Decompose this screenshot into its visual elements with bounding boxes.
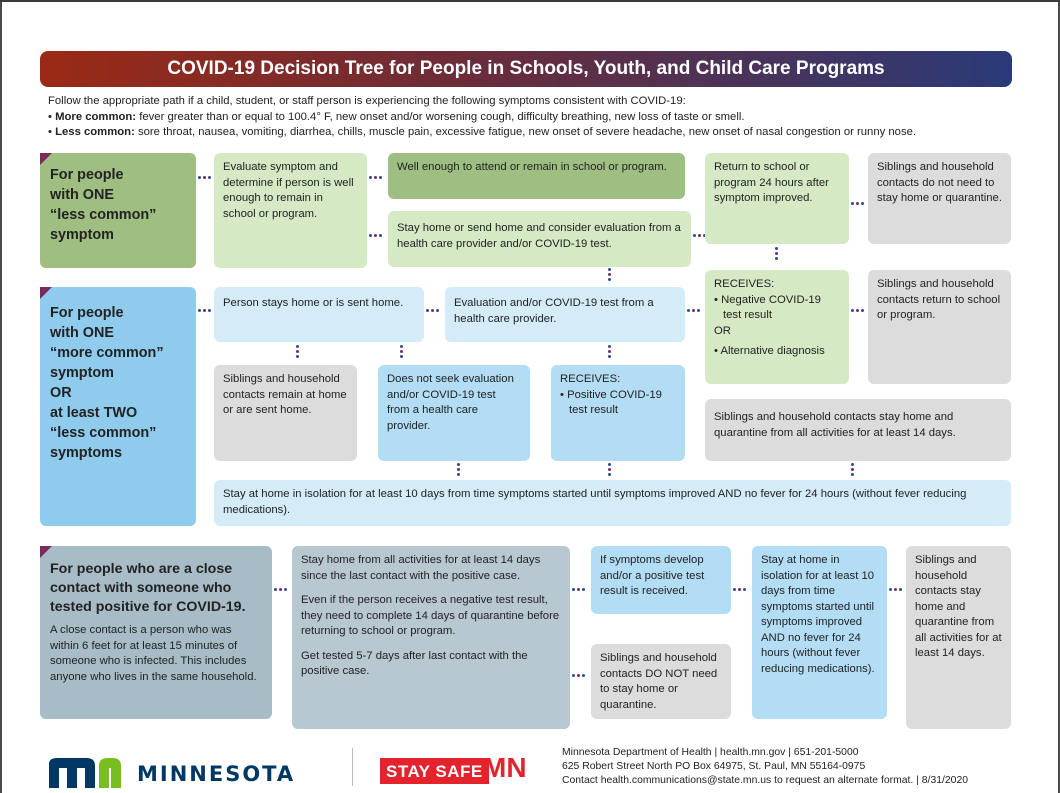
connector-dots (889, 588, 905, 594)
return-to-school-box: Return to school or program 24 hours after symptom improved. (705, 153, 849, 244)
intro-text (48, 94, 1008, 141)
row3-heading (40, 546, 272, 719)
connector-dots (400, 345, 406, 361)
row1-heading: For people with ONE “less common” symptom (40, 153, 196, 268)
siblings-remain-home-box: Siblings and household contacts remain at home or are sent home. (214, 365, 357, 461)
isolation-10-days-box: Stay at home in isolation for at least 10 days from time symptoms started until symptoms improved AND no fever for 24 hours (without fever reducing medications). (752, 546, 887, 719)
intro-line: Follow the appropriate path if a child, student, or staff person is experiencing the following symptoms consistent with COVID-19: (48, 95, 686, 107)
connector-dots (296, 345, 302, 361)
contact-line-1: Minnesota Department of Health | health.mn.gov | 651-201-5000 (562, 747, 859, 758)
contact-line-2: 625 Robert Street North PO Box 64975, St. Paul, MN 55164-0975 (562, 761, 866, 772)
contact-line-3: Contact health.communications@state.mn.us to request an alternate format. | 8/31/2020 (562, 775, 969, 786)
corner-marker (40, 287, 52, 299)
siblings-quarantine-box: Siblings and household contacts stay home and quarantine from all activities for at least 14 days. (705, 399, 1011, 461)
corner-marker (40, 153, 52, 165)
close-contact-title: For people who are a close contact with someone who tested positive for COVID-19. (50, 561, 246, 615)
connector-dots (457, 463, 463, 479)
connector-dots (369, 176, 385, 182)
connector-dots (733, 588, 749, 594)
connector-dots (198, 309, 214, 315)
receives-positive-box: RECEIVES: • Positive COVID-19 test result (551, 365, 685, 461)
footer-divider (352, 748, 353, 786)
siblings-do-not-need-box: Siblings and household contacts DO NOT need to stay home or quarantine. (591, 644, 731, 719)
well-enough-box: Well enough to attend or remain in school or program. (388, 153, 685, 199)
siblings-no-need-box: Siblings and household contacts do not need to stay home or quarantine. (868, 153, 1011, 244)
person-stays-home-box: Person stays home or is sent home. (214, 287, 424, 342)
less-common-label: Less common: (55, 126, 135, 138)
siblings-stay-home-14-box: Siblings and household contacts stay home and quarantine from all activities for at least 14 days. (906, 546, 1011, 729)
page-title: COVID-19 Decision Tree for People in Schools, Youth, and Child Care Programs (40, 51, 1012, 87)
corner-marker (40, 546, 52, 558)
stay-safe-label: STAY SAFE (380, 758, 489, 784)
connector-dots (608, 345, 614, 361)
more-common-line: • More common: fever greater than or equal to 100.4° F, new onset and/or worsening cough, difficulty breathing, new loss of taste or smell. (48, 110, 745, 123)
connector-dots (851, 463, 857, 479)
row2-heading: For people with ONE “more common” symptom OR at least TWO “less common” symptoms (40, 287, 196, 526)
more-common-text: fever greater than or equal to 100.4° F, new onset and/or worsening cough, difficulty breathing, new loss of taste or smell. (136, 110, 745, 123)
less-common-text: sore throat, nausea, vomiting, diarrhea, chills, muscle pain, excessive fatigue, new onset of severe headache, new onset of nasal congestion or runny nose. (134, 126, 917, 138)
if-symptoms-develop-box: If symptoms develop and/or a positive test result is received. (591, 546, 731, 614)
connector-dots (851, 202, 867, 208)
siblings-return-box: Siblings and household contacts return to school or program. (868, 270, 1011, 384)
evaluation-test-box: Evaluation and/or COVID-19 test from a health care provider. (445, 287, 685, 342)
quarantine-14-days-box: Stay home from all activities for at least 14 days since the last contact with the positive case. Even if the person receives a negative test result, they need to complete 14 days of quarantine before returning to school or program. Get tested 5-7 days after last contact with the positive case. (292, 546, 570, 729)
contact-info (562, 746, 968, 788)
connector-dots (687, 309, 703, 315)
connector-dots (369, 234, 385, 240)
document-page (2, 2, 1058, 793)
minnesota-logo-mark (47, 754, 123, 793)
connector-dots (851, 309, 867, 315)
receives-negative-box: RECEIVES: • Negative COVID-19 test result OR • Alternative diagnosis (705, 270, 849, 384)
close-contact-definition: A close contact is a person who was within 6 feet for at least 15 minutes of someone who is infected. This includes anyone who lives in the same household. (50, 624, 257, 683)
stay-home-evaluation-box: Stay home or send home and consider evaluation from a health care provider and/or COVID-19 test. (388, 211, 691, 267)
connector-dots (608, 463, 614, 479)
does-not-seek-box: Does not seek evaluation and/or COVID-19 test from a health care provider. (378, 365, 530, 461)
connector-dots (274, 588, 290, 594)
evaluate-symptom-box: Evaluate symptom and determine if person is well enough to remain in school or program. (214, 153, 367, 268)
minnesota-wordmark: MINNESOTA (137, 762, 296, 786)
connector-dots (572, 588, 588, 594)
less-common-line: • Less common: sore throat, nausea, vomiting, diarrhea, chills, muscle pain, excessive fatigue, new onset of severe headache, new onset of nasal congestion or runny nose. (48, 126, 917, 138)
connector-dots (198, 176, 214, 182)
connector-dots (572, 674, 588, 680)
more-common-label: More common: (55, 110, 137, 123)
isolation-box: Stay at home in isolation for at least 10 days from time symptoms started until symptoms improved AND no fever for 24 hours (without fever reducing medications). (214, 480, 1011, 526)
connector-dots (775, 247, 781, 263)
connector-dots (426, 309, 442, 315)
connector-dots (608, 268, 614, 284)
mn-logo-icon (47, 754, 123, 790)
stay-safe-mn-label: MN (483, 752, 527, 783)
